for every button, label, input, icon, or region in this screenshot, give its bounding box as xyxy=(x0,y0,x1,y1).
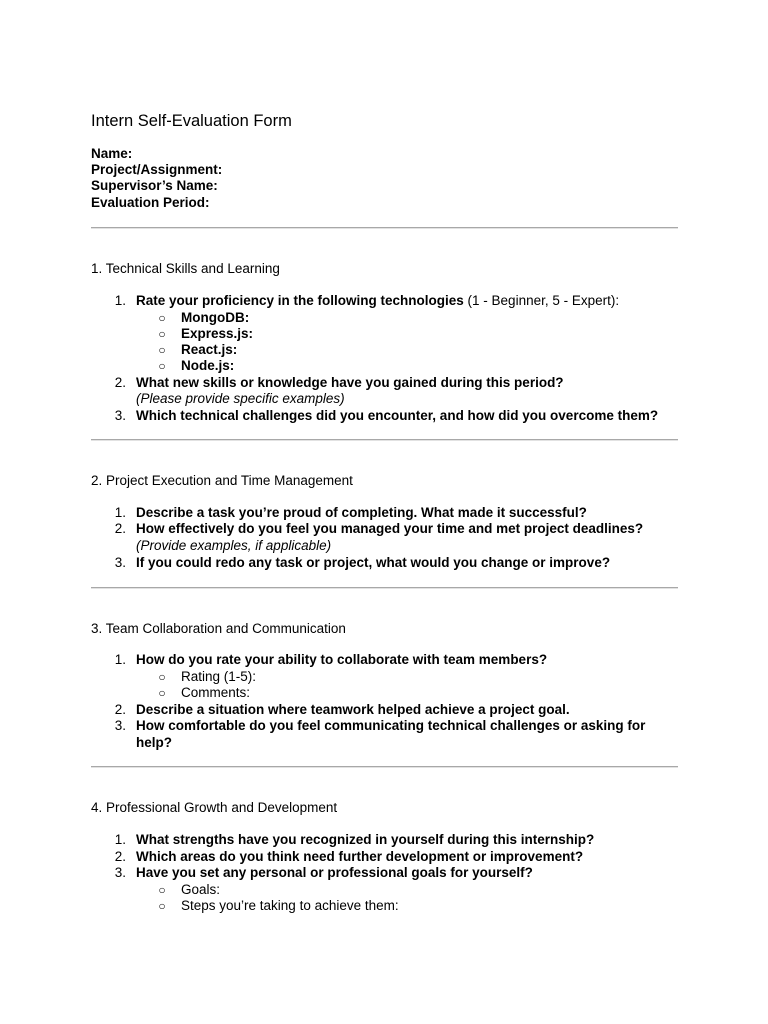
horizontal-rule xyxy=(91,766,678,768)
horizontal-rule xyxy=(91,227,678,229)
question-technical-challenges: Which technical challenges did you encounter, and how did you overcome them? xyxy=(136,408,659,423)
hollow-bullet-icon: ○ xyxy=(158,686,166,700)
hollow-bullet-icon: ○ xyxy=(158,883,166,897)
question-note: (Please provide specific examples) xyxy=(136,391,345,406)
question-new-skills: What new skills or knowledge have you gained during this period? xyxy=(136,375,564,390)
project-assignment-field-label: Project/Assignment: xyxy=(91,162,223,177)
question-number: 2. xyxy=(114,521,126,536)
question-number: 2. xyxy=(114,849,126,864)
hollow-bullet-icon: ○ xyxy=(158,311,166,325)
section-heading-professional-growth: 4. Professional Growth and Development xyxy=(91,800,338,815)
question-number: 3. xyxy=(114,718,126,733)
question-strengths: What strengths have you recognized in yourself during this internship? xyxy=(136,832,595,847)
question-number: 3. xyxy=(114,555,126,570)
supervisor-name-field-label: Supervisor’s Name: xyxy=(91,178,218,193)
sub-item-comments: Comments: xyxy=(181,685,251,700)
question-number: 1. xyxy=(114,293,126,308)
tech-item-expressjs: Express.js: xyxy=(181,326,254,341)
sub-item-steps: Steps you’re taking to achieve them: xyxy=(181,898,399,913)
sub-item-rating: Rating (1-5): xyxy=(181,669,257,684)
horizontal-rule xyxy=(91,587,678,589)
hollow-bullet-icon: ○ xyxy=(158,327,166,341)
form-title: Intern Self-Evaluation Form xyxy=(91,112,292,130)
section-heading-technical-skills: 1. Technical Skills and Learning xyxy=(91,261,280,276)
tech-item-nodejs: Node.js: xyxy=(181,358,235,373)
section-heading-project-execution: 2. Project Execution and Time Management xyxy=(91,473,353,488)
question-collaboration-rating: How do you rate your ability to collaborate with team members? xyxy=(136,652,548,667)
question-personal-goals: Have you set any personal or professional goals for yourself? xyxy=(136,865,533,880)
question-number: 1. xyxy=(114,505,126,520)
section-heading-team-collaboration: 3. Team Collaboration and Communication xyxy=(91,621,346,636)
name-field-label: Name: xyxy=(91,146,133,161)
question-communication-comfort: How comfortable do you feel communicating technical challenges or asking for xyxy=(136,718,646,733)
question-number: 2. xyxy=(114,375,126,390)
question-rating-scale: (1 - Beginner, 5 - Expert): xyxy=(463,293,620,308)
question-number: 1. xyxy=(114,652,126,667)
question-development-areas: Which areas do you think need further development or improvement? xyxy=(136,849,584,864)
question-number: 3. xyxy=(114,408,126,423)
tech-item-reactjs: React.js: xyxy=(181,342,238,357)
question-number: 3. xyxy=(114,865,126,880)
hollow-bullet-icon: ○ xyxy=(158,670,166,684)
sub-item-goals: Goals: xyxy=(181,882,221,897)
hollow-bullet-icon: ○ xyxy=(158,899,166,913)
question-teamwork-situation: Describe a situation where teamwork helped achieve a project goal. xyxy=(136,702,570,717)
question-note: (Provide examples, if applicable) xyxy=(136,538,332,553)
hollow-bullet-icon: ○ xyxy=(158,343,166,357)
question-time-management: How effectively do you feel you managed your time and met project deadlines? xyxy=(136,521,644,536)
question-proficiency xyxy=(136,293,619,309)
hollow-bullet-icon: ○ xyxy=(158,359,166,373)
tech-item-mongodb: MongoDB: xyxy=(181,310,250,325)
evaluation-period-field-label: Evaluation Period: xyxy=(91,195,210,210)
question-text: Rate your proficiency in the following technologies xyxy=(136,293,464,308)
question-number: 1. xyxy=(114,832,126,847)
question-proud-task: Describe a task you’re proud of completing. What made it successful? xyxy=(136,505,587,520)
horizontal-rule xyxy=(91,439,678,441)
question-redo-task: If you could redo any task or project, what would you change or improve? xyxy=(136,555,611,570)
question-number: 2. xyxy=(114,702,126,717)
question-communication-comfort-continued: help? xyxy=(136,735,172,750)
